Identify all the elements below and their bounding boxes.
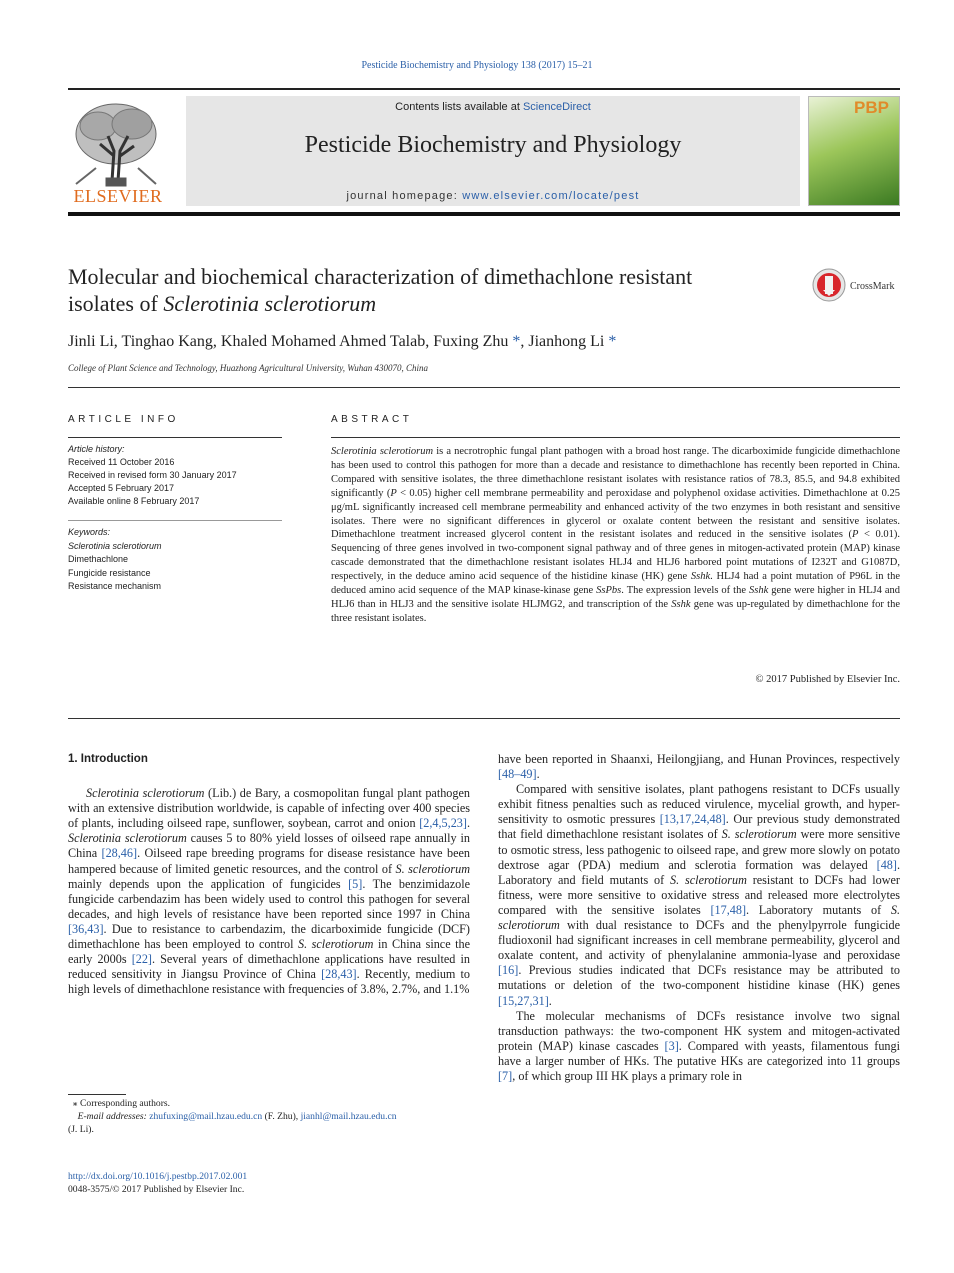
issn-line: 0048-3575/© 2017 Published by Elsevier Inc. [68, 1184, 245, 1195]
reference-link[interactable]: [15,27,31] [498, 993, 549, 1008]
divider [331, 437, 900, 438]
reference-link[interactable]: [28,46] [101, 846, 138, 861]
reference-link[interactable]: [5] [348, 876, 363, 891]
history-accepted: Accepted 5 February 2017 [68, 483, 175, 493]
header-bottom-rule [68, 212, 900, 216]
footnote: ⁎ Corresponding authors. E-mail addresses: zhufuxing@mail.hzau.edu.cn (F. Zhu), jianhl@mail.hzau.edu.cn (J. Li). [68, 1098, 397, 1135]
reference-link[interactable]: [22] [131, 952, 152, 967]
divider [68, 437, 282, 438]
body-column-left [68, 752, 470, 997]
elsevier-wordmark: ELSEVIER [73, 186, 163, 206]
divider [68, 520, 282, 521]
article-title [68, 263, 788, 317]
homepage-prefix: journal homepage: [346, 190, 463, 202]
journal-name: Pesticide Biochemistry and Physiology [304, 132, 682, 158]
reference-link[interactable]: [17,48] [710, 902, 747, 917]
divider [68, 718, 900, 719]
contents-prefix: Contents lists available at [395, 101, 523, 113]
cover-logo: PBP [854, 98, 889, 117]
header-top-rule [68, 88, 900, 90]
reference-link[interactable]: [13,17,24,48] [659, 812, 726, 827]
body-paragraph: The molecular mechanisms of DCFs resistance involve two signal transduction pathways: the two-component HK system and mitogen-activated protein (MAP) kinase cascades [3]. Compared with yeasts, filamentous fungi have a larger number of HKs. The putative HKs are categorized into 11 groups [7], of which group III HK plays a primary role in [498, 1008, 900, 1083]
keywords-label: Keywords: [68, 527, 111, 537]
reference-link[interactable]: [48] [876, 857, 897, 872]
title-line-2: isolates of Sclerotinia sclerotiorum [68, 291, 377, 316]
contents-line [186, 101, 800, 113]
footnote-rule [68, 1094, 126, 1095]
author-list: Jinli Li, Tinghao Kang, Khaled Mohamed Ahmed Talab, Fuxing Zhu *, Jianhong Li * [68, 333, 617, 350]
history-label: Article history: [68, 444, 125, 454]
email-link[interactable]: zhufuxing@mail.hzau.edu.cn [149, 1111, 263, 1122]
email-link[interactable]: jianhl@mail.hzau.edu.cn [300, 1111, 397, 1122]
article-history [68, 443, 282, 508]
body-paragraph: have been reported in Shaanxi, Heilongjiang, and Hunan Provinces, respectively [48–49]. [498, 752, 900, 782]
reference-link[interactable]: [3] [664, 1038, 679, 1053]
crossmark-label[interactable]: CrossMark [850, 281, 895, 292]
reference-link[interactable]: [2,4,5,23] [419, 816, 467, 831]
history-online: Available online 8 February 2017 [68, 496, 200, 506]
keyword-item: Sclerotinia sclerotiorum [68, 540, 162, 551]
affiliation: College of Plant Science and Technology, Huazhong Agricultural University, Wuhan 430070, China [68, 363, 428, 373]
history-received: Received 11 October 2016 [68, 457, 175, 467]
corresponding-mark-2[interactable]: * [608, 333, 617, 350]
abstract-heading: ABSTRACT [331, 414, 413, 425]
body-paragraph: Sclerotinia sclerotiorum (Lib.) de Bary, a cosmopolitan fungal plant pathogen with an extensive distribution worldwide, is capable of infecting over 400 species of plants, including oilseed rape, sunflower, soybean, carrot and onion [2,4,5,23]. Sclerotinia sclerotiorum causes 5 to 80% yield losses of oilseed rape annually in China [28,46]. Oilseed rape breeding programs for disease resistance have been hampered because of limited genetic resources, and the control of S. sclerotiorum mainly depends upon the application of fungicides [5]. The benzimidazole fungicide carbendazim has been widely used to control this pathogen for several decades, and high levels of resistance have been reported since 1997 in China [36,43]. Due to resistance to carbendazim, the dicarboximide fungicide (DCF) dimethachlone has been employed to control S. sclerotiorum in China since the early 2000s [22]. Several years of dimethachlone applications have resulted in reduced sensitivity in Jiangsu Province of China [28,43]. Recently, medium to high levels of dimethachlone resistance with frequencies of 3.8%, 2.7%, and 1.1% [68, 786, 470, 997]
section-heading: 1. Introduction [68, 753, 148, 765]
divider [68, 387, 900, 388]
corresponding-mark-1[interactable]: * [512, 333, 521, 350]
abstract-copyright: © 2017 Published by Elsevier Inc. [755, 674, 900, 685]
crossmark-icon[interactable] [812, 268, 846, 302]
keyword-item: Dimethachlone [68, 554, 129, 564]
journal-citation[interactable]: Pesticide Biochemistry and Physiology 138 (2017) 15–21 [361, 60, 593, 71]
reference-link[interactable]: [16] [498, 963, 519, 978]
history-revised: Received in revised form 30 January 2017 [68, 470, 237, 480]
homepage-link[interactable]: www.elsevier.com/locate/pest [462, 190, 640, 202]
sciencedirect-link[interactable]: ScienceDirect [522, 101, 591, 113]
reference-link[interactable]: [48–49] [498, 767, 537, 782]
reference-link[interactable]: [36,43] [68, 921, 104, 936]
title-line-1: Molecular and biochemical characterization of dimethachlone resistant [68, 264, 693, 289]
reference-link[interactable]: [28,43] [321, 967, 357, 982]
body-column-right [498, 752, 900, 1084]
journal-homepage [186, 190, 800, 202]
reference-link[interactable]: [7] [498, 1068, 513, 1083]
abstract-text: Sclerotinia sclerotiorum is a necrotrophic fungal plant pathogen with a broad host range. The dicarboximide fungicide dimethachlone has been used to control this pathogen for more than a decade and resistance to dimethachlone has recently been reported in China. Compared with sensitive isolates, the three dimethachlone resistant isolates with resistance ratios of 78.3, 85.5, and 94.8 exhibited significantly (P < 0.05) higher cell membrane permeability and peroxidase and polyphenol oxidase activities. Dimethachlone at 0.25 μg/mL significantly increased cell membrane permeability and enhanced activity of the two enzymes in both resistant and sensitive isolates. There were no significant differences in glycerol or oxalate content between the resistant and sensitive isolates. Dimethachlone treatment increased glycerol content in the resistant isolates and reduced in the sensitive isolates (P < 0.01). Sequencing of three genes involved in two-component signal pathway and of three genes in mitogen-activated protein (MAP) kinase cascade demonstrated that the dimethachlone resistant isolates HLJ4 and HLJ6 harbored point mutations of I232T and G1087D, respectively, in the deduce amino acid sequence of the histidine kinase (HK) gene Sshk. HLJ4 had a point mutation of P96L in the deduced amino acid sequence of the MAP kinase-kinase gene SsPbs. The expression levels of the Sshk gene were higher in HLJ4 and HLJ6 than in HLJ3 and the sensitive isolate HLJMG2, and transcription of the Sshk gene was up-regulated by dimethachlone for the three resistant isolates. [331, 446, 901, 624]
doi-block [68, 1170, 470, 1196]
keywords [68, 526, 282, 594]
keyword-item: Fungicide resistance [68, 567, 151, 578]
body-paragraph: Compared with sensitive isolates, plant pathogens resistant to DCFs usually exhibit fitness penalties such as reduced virulence, mycelial growth, and hyper-sensitivity to osmotic pressures [13,17,24,48]. Our previous study demonstrated that field dimethachlone resistant isolates of S. sclerotiorum were more sensitive to osmotic stress, less pathogenic to oilseed rape, and grew more slowly on potato dextrose agar (PDA) medium and sclerotia formation was delayed [48]. Laboratory and field mutants of S. sclerotiorum resistant to DCFs had lower fitness, were more sensitive to oxidative stress and released more electrolytes compared with the sensitive isolates [17,48]. Laboratory mutants of S. sclerotiorum with dual resistance to DCFs and the phenylpyrrole fungicide fludioxonil had significant increases in cell membrane permeability, glycerol and oxalate content, and activity of phenylalanine ammonia-lyase and peroxidase [16]. Previous studies indicated that DCFs resistance may be attributed to mutations or deletion of the two-component histidine kinase (HK) genes [15,27,31]. [498, 782, 901, 1008]
keyword-item: Resistance mechanism [68, 581, 162, 591]
doi-link[interactable]: http://dx.doi.org/10.1016/j.pestbp.2017.02.001 [68, 1171, 248, 1182]
article-info-heading: ARTICLE INFO [68, 414, 179, 425]
